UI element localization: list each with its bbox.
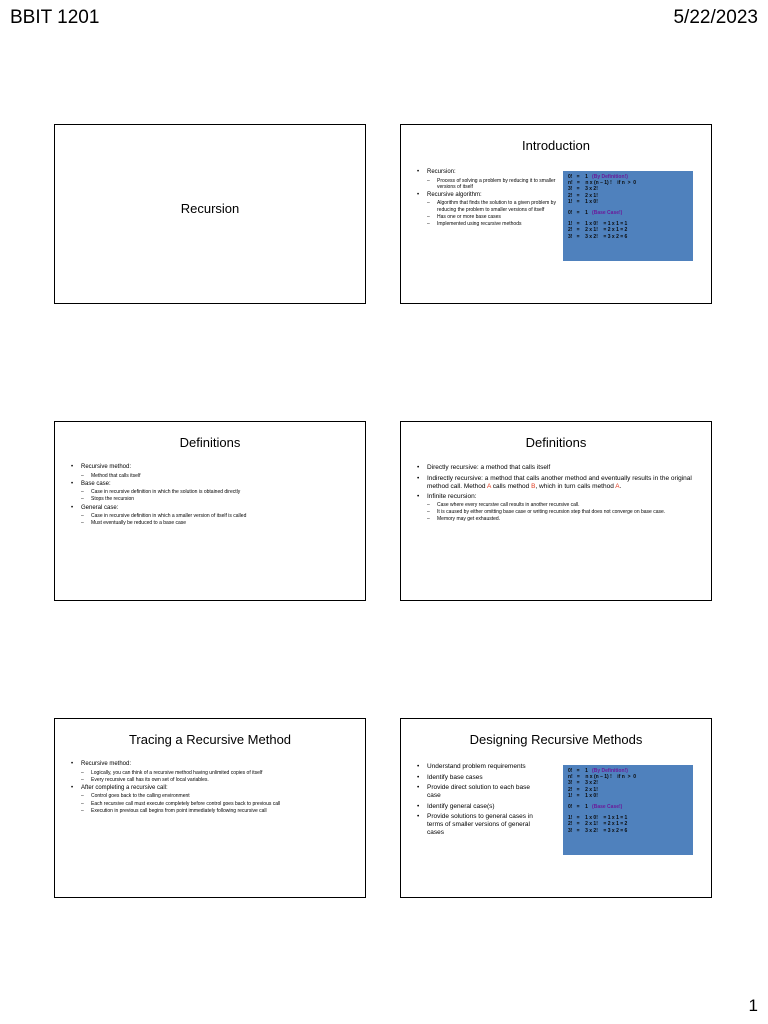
bullet-item: • Recursion: – Process of solving a problem by reducing it to smaller versions of itself: [417, 169, 567, 190]
slide-tracing-recursive-method: [54, 718, 366, 898]
slide-recursion: [54, 124, 366, 304]
bullet-item: • Provide direct solution to each base case: [417, 784, 537, 800]
sub-bullet-item: – Control goes back to the calling environment: [81, 793, 355, 799]
factorial-formula-box: 0! = 1 (By Definition!) n! = n x (n – 1) ! if n > 0 3! = 3 x 2! 2! = 2 x 1! 1! = 1 x 0! 0! = 1 (Base Case!) 1! = 1 x 0! = 1 x 1 = 1 2! = 2 x 1! = 2 x 1 = 2 3! = 3 x 2! = 3 x 2 = 6: [563, 765, 693, 855]
sub-bullet-item: – Has one or more base cases: [427, 214, 567, 220]
bullet-item: • Identify general case(s): [417, 803, 537, 811]
bullet-item: • Base case: – Case in recursive definition in which the solution is obtained directly – Stops the recursion: [71, 481, 351, 503]
sub-bullet-item: – Case in recursive definition in which a smaller version of itself is called: [81, 513, 351, 519]
slide-title: Definitions: [525, 435, 587, 450]
bullet-list: [71, 761, 355, 816]
bullet-list: [417, 464, 699, 525]
slide-title: Designing Recursive Methods: [469, 732, 643, 747]
slide-title: Definitions: [179, 435, 241, 450]
sub-bullet-item: – Case in recursive definition in which the solution is obtained directly: [81, 489, 351, 495]
sub-bullet-item: – Stops the recursion: [81, 496, 351, 502]
slide-definitions-2: [400, 421, 712, 601]
sub-bullet-item: – Case where every recursive call results in another recursive call.: [427, 502, 699, 508]
factorial-formula-box: 0! = 1 (By Definition!) n! = n x (n – 1) ! if n > 0 3! = 3 x 2! 2! = 2 x 1! 1! = 1 x 0! 0! = 1 (Base Case!) 1! = 1 x 0! = 1 x 1 = 1 2! = 2 x 1! = 2 x 1 = 2 3! = 3 x 2! = 3 x 2 = 6: [563, 171, 693, 261]
sub-bullet-item: – Process of solving a problem by reducing it to smaller versions of itself: [427, 178, 567, 190]
bullet-item: • Understand problem requirements: [417, 763, 537, 771]
sub-bullet-item: – Logically, you can think of a recursive method having unlimited copies of itself: [81, 770, 355, 776]
course-header: BBIT 1201: [10, 7, 100, 28]
sub-bullet-item: – Implemented using recursive methods: [427, 221, 567, 227]
bullet-item: • Recursive method: – Logically, you can think of a recursive method having unlimited copies of itself – Every recursive call has its own set of local variables.: [71, 761, 355, 783]
bullet-list: [71, 464, 351, 529]
page-number: 1: [748, 996, 758, 1015]
bullet-item: • Directly recursive: a method that calls itself: [417, 464, 699, 472]
sub-bullet-item: – Algorithm that finds the solution to a given problem by reducing the problem to smaller versions of itself: [427, 200, 567, 212]
date-header: 5/22/2023: [673, 7, 758, 28]
sub-bullet-item: – Memory may get exhausted.: [427, 516, 699, 522]
slide-title: Tracing a Recursive Method: [128, 732, 292, 747]
bullet-list: [417, 763, 537, 840]
slide-designing-recursive-methods: [400, 718, 712, 898]
sub-bullet-item: – Every recursive call has its own set of local variables.: [81, 777, 355, 783]
bullet-item: • Infinite recursion: – Case where every recursive call results in another recursive call. – It is caused by either omitting base case or writing recursion step that does not converge on base case. – Memory may get exhausted.: [417, 493, 699, 523]
bullet-item: • Provide solutions to general cases in terms of smaller versions of general cases: [417, 813, 537, 837]
sub-bullet-item: – Execution in previous call begins from point immediately following recursive call: [81, 808, 355, 814]
sub-bullet-item: – Method that calls itself: [81, 473, 351, 479]
bullet-item: • After completing a recursive call: – Control goes back to the calling environment – Each recursive call must execute completely before control goes back to previous call – Execution in previous call begins from point immediately following recursive call: [71, 785, 355, 814]
bullet-item: • Identify base cases: [417, 774, 537, 782]
bullet-list: [417, 169, 567, 229]
sub-bullet-item: – It is caused by either omitting base case or writing recursion step that does not converge on base case.: [427, 509, 699, 515]
slide-definitions-1: [54, 421, 366, 601]
slide-introduction: [400, 124, 712, 304]
slide-title: Recursion: [180, 201, 240, 216]
bullet-item: • Recursive algorithm: – Algorithm that finds the solution to a given problem by reducing the problem to smaller versions of itself – Has one or more base cases – Implemented using recursive methods: [417, 192, 567, 227]
sub-bullet-item: – Each recursive call must execute completely before control goes back to previous call: [81, 801, 355, 807]
bullet-item: • Recursive method: – Method that calls itself: [71, 464, 351, 479]
bullet-item: • Indirectly recursive: a method that calls another method and eventually results in the original method call. Method A calls method B, which in turn calls method A.: [417, 475, 699, 491]
sub-bullet-item: – Must eventually be reduced to a base case: [81, 520, 351, 526]
bullet-item: • General case: – Case in recursive definition in which a smaller version of itself is called – Must eventually be reduced to a base case: [71, 505, 351, 527]
slide-title: Introduction: [522, 138, 590, 153]
